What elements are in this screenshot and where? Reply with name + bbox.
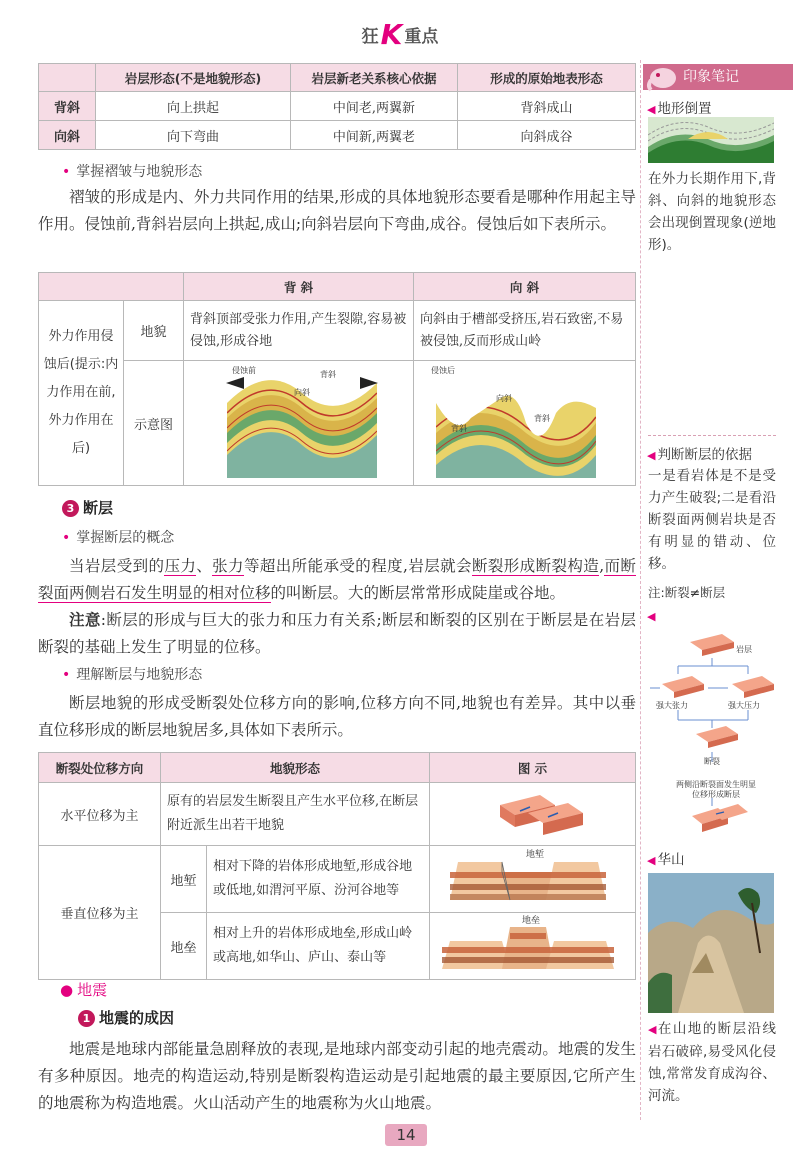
flow-left-label: 强大张力	[656, 701, 688, 710]
fault-landform-paragraph: 断层地貌的形成受断裂处位移方向的影响,位移方向不同,地貌也有差异。其中以垂直位移形成的断层地貌居多,具体如下表所示。	[38, 694, 636, 739]
diagram-before-cell	[184, 361, 414, 486]
note2-title-text: 判断断层的依据	[657, 447, 752, 463]
horst-diagram	[430, 913, 635, 975]
row-dimao: 地貌	[124, 301, 184, 361]
sidebar-header-label: 印象笔记	[683, 69, 739, 85]
fold-paragraph: 褶皱的形成是内、外力共同作用的结果,形成的具体地貌形态要看是哪种作用起主导作用。侵蚀前,背斜岩层向上拱起,成山;向斜岩层向下弯曲,成谷。侵蚀后如下表所示。	[38, 188, 636, 233]
label-after: 侵蚀后	[431, 366, 455, 375]
fault-table	[38, 752, 636, 980]
brand-prefix: 狂	[361, 27, 379, 47]
graben-label: 地堑	[161, 846, 207, 913]
leaf-icon: ●	[60, 981, 74, 999]
section-number: 3	[62, 500, 79, 517]
table-header-cell	[39, 64, 96, 92]
bullet-text: 掌握断层的概念	[76, 530, 175, 546]
table-row	[39, 121, 636, 150]
note3-title: ◀ 华山	[647, 852, 685, 868]
note3-title-text: 华山	[657, 852, 685, 868]
graben-text: 相对下降的岩体形成地堑,形成谷地或低地,如渭河平原、汾河谷地等	[207, 846, 430, 913]
text-span: 、	[196, 557, 213, 575]
flow-bottom-label: 两侧沿断裂面发生明显位移形成断层	[676, 780, 756, 799]
label-beixie-after-left: 背斜	[451, 424, 467, 433]
quake-paragraph: 地震是地球内部能量急剧释放的表现,是地球内部变动引起的地壳震动。地震的发生有多种原因。地壳的构造运动,特别是断裂构造运动是引起地震的最主要原因,它所产生的地震称为构造地震。火山活动产生的地震称为火山地震。	[38, 1040, 636, 1112]
direction-horizontal: 水平位移为主	[39, 783, 161, 846]
bullet-text: 掌握褶皱与地貌形态	[76, 164, 203, 180]
note-label: 注意	[69, 611, 101, 629]
bullet-fault-landform: • 理解断层与地貌形态	[62, 667, 203, 683]
diagram-after-cell	[414, 361, 636, 486]
horizontal-text: 原有的岩层发生断裂且产生水平位移,在断层附近派生出若干地貌	[161, 783, 430, 846]
row-diagram: 示意图	[124, 361, 184, 486]
bullet-fault-concept: • 掌握断层的概念	[62, 530, 175, 546]
note3-text-content: 在山地的断层沿线岩石破碎,易受风化侵蚀,常常发育成沟谷、河流。	[648, 1021, 776, 1104]
beixie-text: 背斜顶部受张力作用,产生裂隙,容易被侵蚀,形成谷地	[184, 301, 414, 361]
horst-label: 地垒	[161, 913, 207, 980]
note-text: :断层的形成与巨大的张力和压力有关系;断层和断裂的区别在于断层是在岩层断裂的基础上发生了明显的位移。	[38, 611, 636, 656]
table-cell: 向上拱起	[96, 92, 291, 121]
subsection-number: 1	[78, 1010, 95, 1027]
section-fault-title	[62, 497, 113, 518]
bullet-fold: • 掌握褶皱与地貌形态	[62, 164, 203, 180]
subsection-title-text: 地震的成因	[99, 1009, 175, 1027]
brand-suffix: 重点	[404, 27, 439, 47]
note2-title: ◀ 判断断层的依据	[647, 447, 752, 463]
label-before: 侵蚀前	[232, 366, 256, 375]
underlined-term: 断裂形成断裂构造	[471, 557, 600, 575]
page-header	[0, 0, 800, 60]
text-span: 的叫断层。大的断层常常形成陡崖或谷地。	[270, 584, 566, 602]
row-header-erosion: 外力作用侵蚀后(提示:内力作用在前,外力作用在后)	[39, 301, 124, 486]
bullet-text: 理解断层与地貌形态	[76, 667, 203, 683]
table-cell: 向下弯曲	[96, 121, 291, 150]
flow-arrow: ◀	[647, 610, 656, 623]
label-xiangxie: 向斜	[294, 388, 310, 397]
table-cell: 向斜成谷	[458, 121, 636, 150]
xiangxie-text: 向斜由于槽部受挤压,岩石致密,不易被侵蚀,反而形成山岭	[414, 301, 636, 361]
note1-title: ◀ 地形倒置	[647, 101, 712, 117]
note2-text: 一是看岩体是不是受力产生破裂;二是看沿断裂面两侧岩块是否有明显的错动、位移。	[648, 468, 776, 572]
horizontal-diagram-cell	[430, 783, 636, 846]
horst-diagram-cell	[430, 913, 636, 980]
fault-definition-paragraph	[38, 553, 636, 607]
horst-diagram-label: 地垒	[522, 916, 541, 926]
fault-note-paragraph	[38, 607, 636, 661]
flow-right-label: 强大压力	[728, 701, 760, 710]
brand-k: K	[380, 17, 403, 51]
table-header-cell	[39, 273, 184, 301]
elephant-icon	[645, 62, 681, 92]
fold-table	[38, 63, 636, 150]
huashan-photo	[648, 873, 774, 1013]
note1-diagram	[648, 117, 774, 163]
fold-after-diagram	[426, 363, 606, 483]
page-number: 14	[385, 1124, 427, 1146]
underlined-term: 压力	[164, 557, 197, 575]
text-span: ,	[599, 557, 605, 575]
quake-title-text: 地震	[77, 981, 108, 999]
fold-before-diagram	[222, 363, 382, 483]
table-row	[39, 92, 636, 121]
text-span: 当岩层受到的	[69, 557, 165, 575]
graben-diagram-cell	[430, 846, 636, 913]
section-quake-title	[60, 979, 107, 1000]
row-label: 向斜	[39, 121, 96, 150]
label-beixie: 背斜	[320, 370, 336, 379]
erosion-table	[38, 272, 636, 486]
direction-vertical: 垂直位移为主	[39, 846, 161, 980]
flow-top-label: 岩层	[736, 645, 752, 654]
note1-text: 在外力长期作用下,背斜、向斜的地貌形态会出现倒置现象(逆地形)。	[648, 171, 776, 253]
label-beixie-after-right: 背斜	[534, 414, 550, 423]
flow-mid-label: 断裂	[704, 757, 720, 766]
fault-flow-diagram	[648, 630, 778, 840]
label-xiangxie-after: 向斜	[496, 394, 512, 403]
table-row	[39, 783, 636, 846]
underlined-term: 而断裂面两侧岩石发生明显的相对位移	[38, 557, 636, 602]
brand-logo	[340, 17, 460, 54]
quake-subtitle	[78, 1007, 174, 1028]
underlined-term: 张力	[212, 557, 244, 575]
sidebar-divider	[640, 60, 642, 1120]
table-header-cell: 图 示	[430, 753, 636, 783]
table-cell: 中间新,两翼老	[291, 121, 458, 150]
note1-title-text: 地形倒置	[657, 101, 712, 117]
horst-text: 相对上升的岩体形成地垒,形成山岭或高地,如华山、庐山、泰山等	[207, 913, 430, 980]
header-xiangxie: 向 斜	[414, 273, 636, 301]
table-cell: 中间老,两翼新	[291, 92, 458, 121]
table-header-cell: 断裂处位移方向	[39, 753, 161, 783]
table-header-cell: 形成的原始地表形态	[458, 64, 636, 92]
graben-diagram-label: 地堑	[526, 850, 545, 860]
sidebar-separator	[648, 435, 776, 436]
table-header-cell: 岩层新老关系核心依据	[291, 64, 458, 92]
row-label: 背斜	[39, 92, 96, 121]
table-row	[39, 846, 636, 913]
header-beixie: 背 斜	[184, 273, 414, 301]
section-title-text: 断层	[83, 499, 114, 517]
table-cell: 背斜成山	[458, 92, 636, 121]
note2-footnote: 注:断裂≠断层	[648, 585, 726, 600]
horizontal-fault-diagram	[430, 783, 635, 841]
note3-text: ◀在山地的断层沿线岩石破碎,易受风化侵蚀,常常发育成沟谷、河流。	[648, 1021, 776, 1104]
graben-diagram	[430, 846, 635, 908]
text-span: 等超出所能承受的程度,岩层就会	[243, 557, 472, 575]
table-header-cell: 岩层形态(不是地貌形态)	[96, 64, 291, 92]
table-header-cell: 地貌形态	[161, 753, 430, 783]
